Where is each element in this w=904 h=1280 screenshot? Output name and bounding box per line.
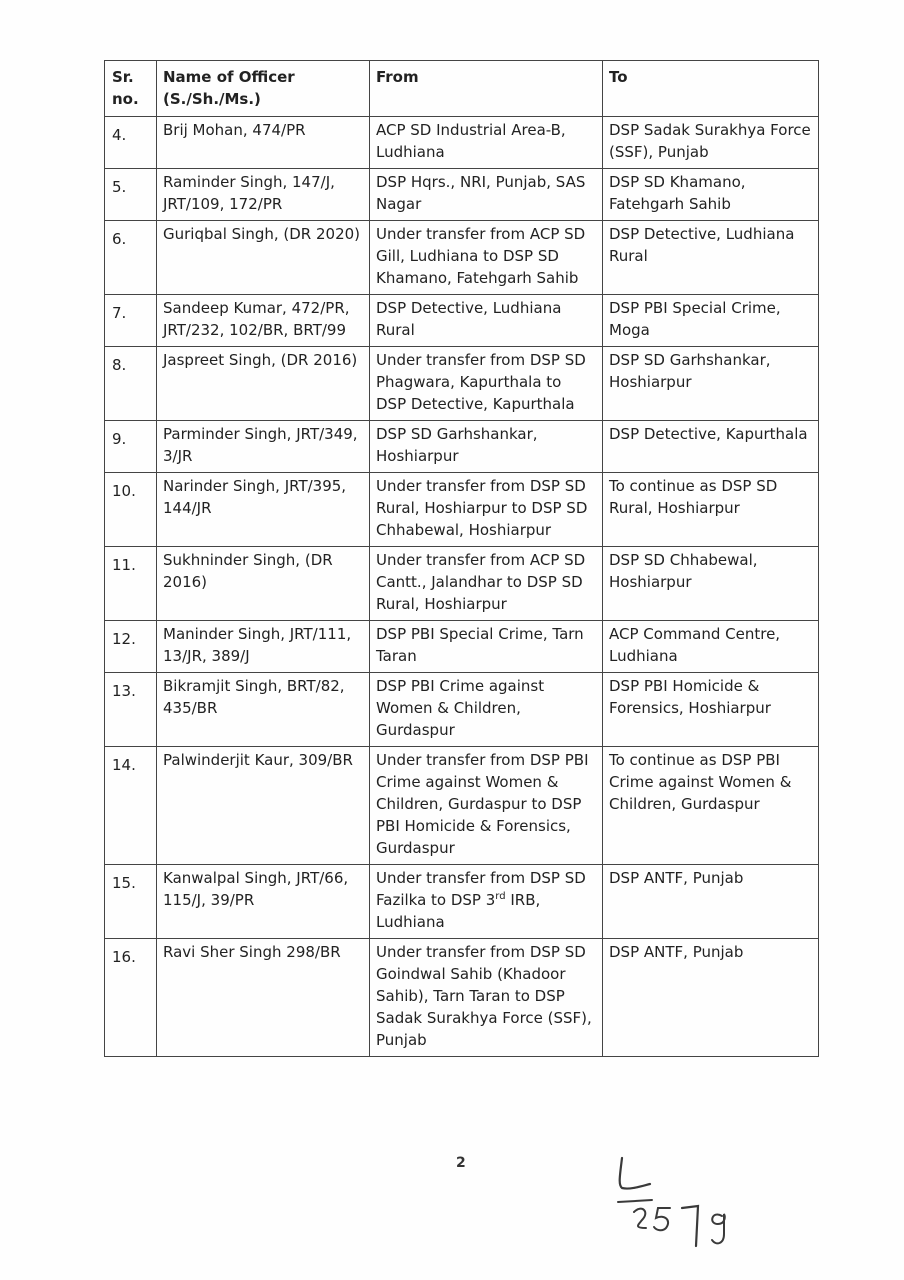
- handwritten-signature: [612, 1150, 762, 1250]
- table-row: [105, 865, 819, 939]
- cell-to: DSP Detective, Ludhiana Rural: [603, 221, 819, 295]
- cell-from: DSP PBI Special Crime, Tarn Taran: [370, 621, 603, 673]
- cell-to: ACP Command Centre, Ludhiana: [603, 621, 819, 673]
- table-row: [105, 221, 819, 295]
- cell-from: Under transfer from DSP SD Goindwal Sahib (Khadoor Sahib), Tarn Taran to DSP Sadak Surakhya Force (SSF), Punjab: [370, 939, 603, 1057]
- cell-officer-name: Jaspreet Singh, (DR 2016): [157, 347, 370, 421]
- cell-sr-no: 13.: [105, 673, 157, 747]
- cell-officer-name: Ravi Sher Singh 298/BR: [157, 939, 370, 1057]
- table-row: [105, 473, 819, 547]
- cell-to: DSP ANTF, Punjab: [603, 939, 819, 1057]
- cell-sr-no: 6.: [105, 221, 157, 295]
- cell-to: To continue as DSP SD Rural, Hoshiarpur: [603, 473, 819, 547]
- cell-officer-name: Maninder Singh, JRT/111, 13/JR, 389/J: [157, 621, 370, 673]
- table-row: [105, 347, 819, 421]
- cell-officer-name: Sandeep Kumar, 472/PR, JRT/232, 102/BR, BRT/99: [157, 295, 370, 347]
- cell-from: Under transfer from ACP SD Cantt., Jalandhar to DSP SD Rural, Hoshiarpur: [370, 547, 603, 621]
- cell-from-text: Under transfer from DSP SD Fazilka to DSP 3: [376, 869, 586, 909]
- cell-officer-name: Narinder Singh, JRT/395, 144/JR: [157, 473, 370, 547]
- cell-to: DSP PBI Special Crime, Moga: [603, 295, 819, 347]
- cell-sr-no: 14.: [105, 747, 157, 865]
- cell-sr-no: 4.: [105, 117, 157, 169]
- table-row: [105, 117, 819, 169]
- cell-from: DSP SD Garhshankar, Hoshiarpur: [370, 421, 603, 473]
- cell-to: DSP SD Garhshankar, Hoshiarpur: [603, 347, 819, 421]
- cell-from: Under transfer from DSP SD Rural, Hoshiarpur to DSP SD Chhabewal, Hoshiarpur: [370, 473, 603, 547]
- cell-from: Under transfer from ACP SD Gill, Ludhiana to DSP SD Khamano, Fatehgarh Sahib: [370, 221, 603, 295]
- header-row: [105, 61, 819, 117]
- cell-from: DSP Detective, Ludhiana Rural: [370, 295, 603, 347]
- ordinal-suffix: rd: [495, 891, 506, 902]
- header-from: From: [370, 61, 603, 117]
- cell-officer-name: Brij Mohan, 474/PR: [157, 117, 370, 169]
- cell-officer-name: Palwinderjit Kaur, 309/BR: [157, 747, 370, 865]
- cell-to: DSP SD Khamano, Fatehgarh Sahib: [603, 169, 819, 221]
- cell-to: DSP ANTF, Punjab: [603, 865, 819, 939]
- table-row: [105, 673, 819, 747]
- cell-sr-no: 11.: [105, 547, 157, 621]
- cell-sr-no: 15.: [105, 865, 157, 939]
- cell-from: Under transfer from DSP PBI Crime against Women & Children, Gurdaspur to DSP PBI Homicide & Forensics, Gurdaspur: [370, 747, 603, 865]
- header-sr-no: Sr. no.: [105, 61, 157, 117]
- cell-from-text: IRB, Ludhiana: [376, 891, 541, 931]
- cell-sr-no: 9.: [105, 421, 157, 473]
- cell-officer-name: Bikramjit Singh, BRT/82, 435/BR: [157, 673, 370, 747]
- cell-officer-name: Parminder Singh, JRT/349, 3/JR: [157, 421, 370, 473]
- cell-from: Under transfer from DSP SD Phagwara, Kapurthala to DSP Detective, Kapurthala: [370, 347, 603, 421]
- cell-sr-no: 10.: [105, 473, 157, 547]
- cell-sr-no: 7.: [105, 295, 157, 347]
- table-row: [105, 747, 819, 865]
- table-row: [105, 939, 819, 1057]
- cell-to: DSP Sadak Surakhya Force (SSF), Punjab: [603, 117, 819, 169]
- header-to: To: [603, 61, 819, 117]
- page-number: 2: [456, 1155, 466, 1171]
- table-row: [105, 421, 819, 473]
- cell-from: DSP PBI Crime against Women & Children, Gurdaspur: [370, 673, 603, 747]
- table-row: [105, 621, 819, 673]
- cell-officer-name: Sukhninder Singh, (DR 2016): [157, 547, 370, 621]
- table-row: [105, 169, 819, 221]
- table-row: [105, 295, 819, 347]
- cell-sr-no: 8.: [105, 347, 157, 421]
- header-officer-name: Name of Officer (S./Sh./Ms.): [157, 61, 370, 117]
- cell-to: DSP SD Chhabewal, Hoshiarpur: [603, 547, 819, 621]
- cell-to: To continue as DSP PBI Crime against Women & Children, Gurdaspur: [603, 747, 819, 865]
- cell-from: [370, 865, 603, 939]
- cell-to: DSP PBI Homicide & Forensics, Hoshiarpur: [603, 673, 819, 747]
- cell-officer-name: Kanwalpal Singh, JRT/66, 115/J, 39/PR: [157, 865, 370, 939]
- cell-to: DSP Detective, Kapurthala: [603, 421, 819, 473]
- cell-from: DSP Hqrs., NRI, Punjab, SAS Nagar: [370, 169, 603, 221]
- cell-sr-no: 5.: [105, 169, 157, 221]
- cell-sr-no: 12.: [105, 621, 157, 673]
- transfer-table: [104, 60, 819, 1057]
- cell-officer-name: Guriqbal Singh, (DR 2020): [157, 221, 370, 295]
- cell-from: ACP SD Industrial Area-B, Ludhiana: [370, 117, 603, 169]
- cell-officer-name: Raminder Singh, 147/J, JRT/109, 172/PR: [157, 169, 370, 221]
- table-row: [105, 547, 819, 621]
- cell-sr-no: 16.: [105, 939, 157, 1057]
